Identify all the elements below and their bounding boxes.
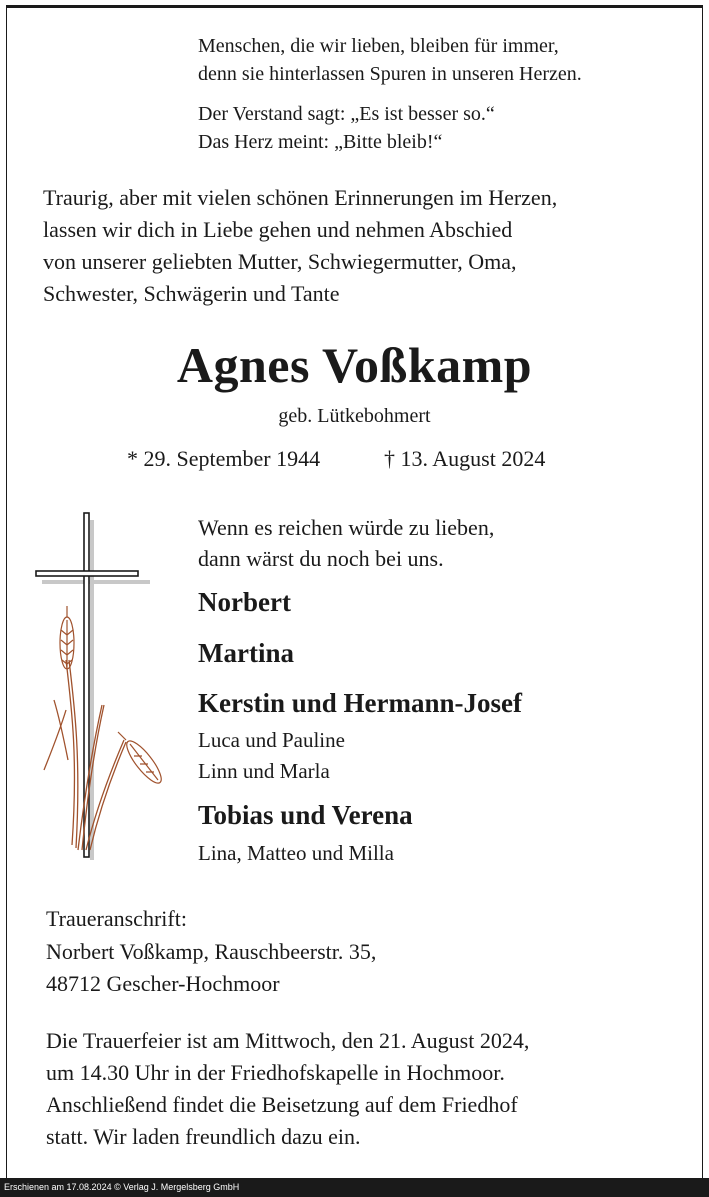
death-date: † 13. August 2024 [384, 446, 546, 471]
family-member-1: Norbert [198, 587, 291, 617]
intro-line-1: Traurig, aber mit vielen schönen Erinnerungen im Herzen, [43, 185, 558, 210]
family-member-2: Martina [198, 638, 294, 668]
intro-line-3: von unserer geliebten Mutter, Schwiegermutter, Oma, [43, 249, 517, 274]
address-label: Traueranschrift: [46, 906, 187, 931]
verse-line-2: dann wärst du noch bei uns. [198, 546, 444, 571]
intro-line-2: lassen wir dich in Liebe gehen und nehmen Abschied [43, 217, 513, 242]
family-member-3: Kerstin und Hermann-Josef [198, 688, 522, 718]
address-line-2: 48712 Gescher-Hochmoor [46, 971, 280, 996]
maiden-name: geb. Lütkebohmert [278, 405, 431, 427]
service-line-4: statt. Wir laden freundlich dazu ein. [46, 1124, 361, 1149]
birth-date: * 29. September 1944 [127, 446, 321, 471]
intro-line-4: Schwester, Schwägerin und Tante [43, 281, 340, 306]
family-member-3-children-2: Linn und Marla [198, 759, 330, 783]
service-line-2: um 14.30 Uhr in der Friedhofskapelle in Hochmoor. [46, 1060, 505, 1085]
cross-with-wheat-icon [34, 510, 169, 860]
quote-line-4: Das Herz meint: „Bitte bleib!“ [198, 131, 443, 153]
family-member-3-children-1: Luca und Pauline [198, 728, 345, 752]
service-line-1: Die Trauerfeier ist am Mittwoch, den 21. August 2024, [46, 1028, 530, 1053]
address-line-1: Norbert Voßkamp, Rauschbeerstr. 35, [46, 939, 377, 964]
family-member-4: Tobias und Verena [198, 800, 413, 830]
quote-line-1: Menschen, die wir lieben, bleiben für immer, [198, 35, 559, 57]
quote-line-3: Der Verstand sagt: „Es ist besser so.“ [198, 103, 495, 125]
publication-credit: Erschienen am 17.08.2024 © Verlag J. Mergelsberg GmbH [4, 1182, 240, 1192]
family-member-4-children: Lina, Matteo und Milla [198, 841, 394, 865]
deceased-name: Agnes Voßkamp [176, 337, 533, 393]
quote-line-2: denn sie hinterlassen Spuren in unseren Herzen. [198, 63, 582, 85]
verse-line-1: Wenn es reichen würde zu lieben, [198, 515, 495, 540]
service-line-3: Anschließend findet die Beisetzung auf dem Friedhof [46, 1092, 518, 1117]
